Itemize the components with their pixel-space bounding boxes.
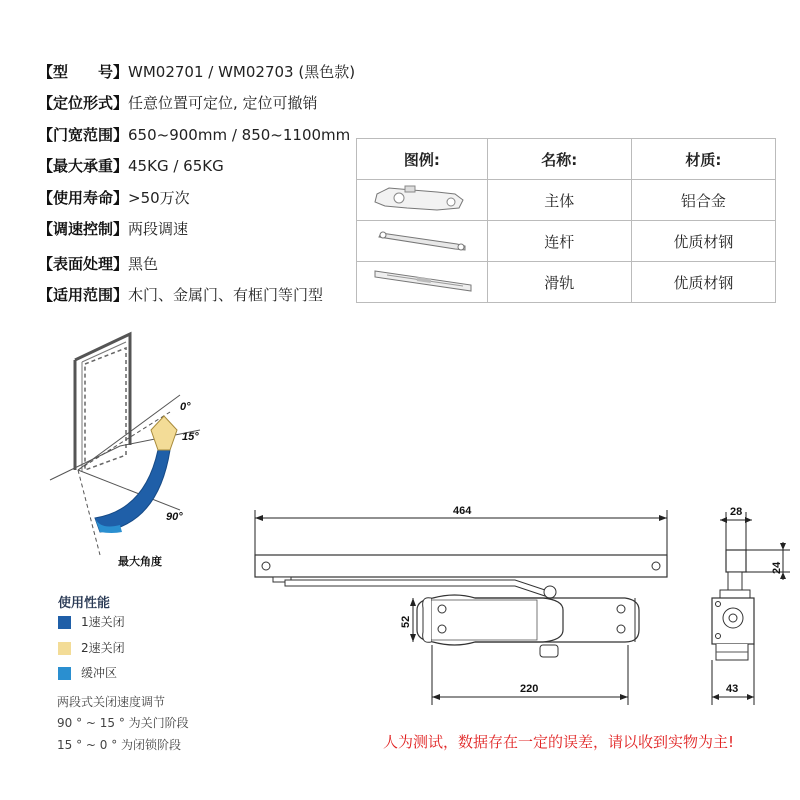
spec-value: WM02701 / WM02703 (黑色款): [128, 63, 356, 81]
spec-label: 【型 号】: [38, 63, 129, 81]
disclaimer-text: 人为测试，数据存在一定的误差，请以收到实物为主!: [383, 733, 735, 751]
legend-label: 缓冲区: [81, 666, 118, 680]
spec-value: 任意位置可定位, 定位可撤销: [128, 94, 318, 112]
spec-application: [38, 285, 323, 305]
slide-rail-icon: [357, 262, 488, 303]
spec-value: 两段调速: [128, 220, 189, 238]
dim-body-length: 220: [520, 683, 539, 695]
spec-value: >50万次: [128, 189, 190, 207]
legend-item: [58, 664, 117, 681]
header-material: 材质:: [631, 139, 775, 180]
note-line: 15 ° ~ 0 ° 为闭锁阶段: [57, 738, 182, 752]
note-line: 90 ° ~ 15 ° 为关门阶段: [57, 716, 189, 730]
angle-0-label: 0°: [180, 401, 191, 413]
spec-door-width: [38, 125, 350, 145]
connecting-rod-icon: [357, 221, 488, 262]
table-row: [357, 221, 776, 262]
max-angle-label: 最大角度: [118, 556, 162, 568]
spec-model: [38, 62, 355, 82]
spec-label: 【调速控制】: [38, 220, 129, 238]
front-dimension-drawing: [245, 500, 675, 710]
spec-value: 45KG / 65KG: [128, 157, 224, 175]
side-dimension-drawing: [690, 500, 795, 710]
row-name: 主体: [487, 180, 631, 221]
spec-value: 黑色: [128, 255, 159, 273]
spec-value: 650~900mm / 850~1100mm: [128, 126, 351, 144]
row-name: 连杆: [487, 221, 631, 262]
spec-speed-control: [38, 219, 188, 239]
spec-label: 【门宽范围】: [38, 126, 129, 144]
dim-rail-length: 464: [453, 505, 472, 517]
row-material: 优质材钢: [631, 262, 775, 303]
row-material: 铝合金: [631, 180, 775, 221]
spec-label: 【使用寿命】: [38, 189, 129, 207]
legend-title: 使用性能: [58, 596, 111, 611]
spec-surface: [38, 254, 158, 274]
closer-body-icon: [357, 180, 488, 221]
table-row: [357, 262, 776, 303]
note-line: 两段式关闭速度调节: [57, 695, 166, 709]
legend-item: [58, 613, 125, 630]
header-name: 名称:: [487, 139, 631, 180]
dim-side-width: 28: [730, 506, 743, 518]
header-legend: 图例:: [357, 139, 488, 180]
angle-90-label: 90°: [166, 511, 183, 523]
spec-positioning: [38, 93, 318, 113]
legend-label: 1速关闭: [81, 615, 125, 629]
spec-max-load: [38, 156, 224, 176]
legend-item: [58, 639, 125, 656]
door-angle-diagram: [30, 320, 250, 580]
row-name: 滑轨: [487, 262, 631, 303]
legend-label: 2速关闭: [81, 641, 125, 655]
table-row: [357, 180, 776, 221]
dim-side-depth: 43: [726, 683, 739, 695]
materials-table: [356, 138, 776, 303]
dim-body-height: 52: [400, 615, 412, 628]
table-header-row: [357, 139, 776, 180]
spec-label: 【表面处理】: [38, 255, 129, 273]
row-material: 优质材钢: [631, 221, 775, 262]
legend-swatch: [58, 616, 71, 629]
spec-label: 【最大承重】: [38, 157, 129, 175]
spec-label: 【适用范围】: [38, 286, 129, 304]
legend-swatch: [58, 667, 71, 680]
spec-value: 木门、金属门、有框门等门型: [128, 286, 324, 304]
legend-swatch: [58, 642, 71, 655]
angle-15-label: 15°: [182, 431, 199, 443]
spec-label: 【定位形式】: [38, 94, 129, 112]
dim-side-height: 24: [771, 561, 783, 574]
spec-lifetime: [38, 188, 190, 208]
